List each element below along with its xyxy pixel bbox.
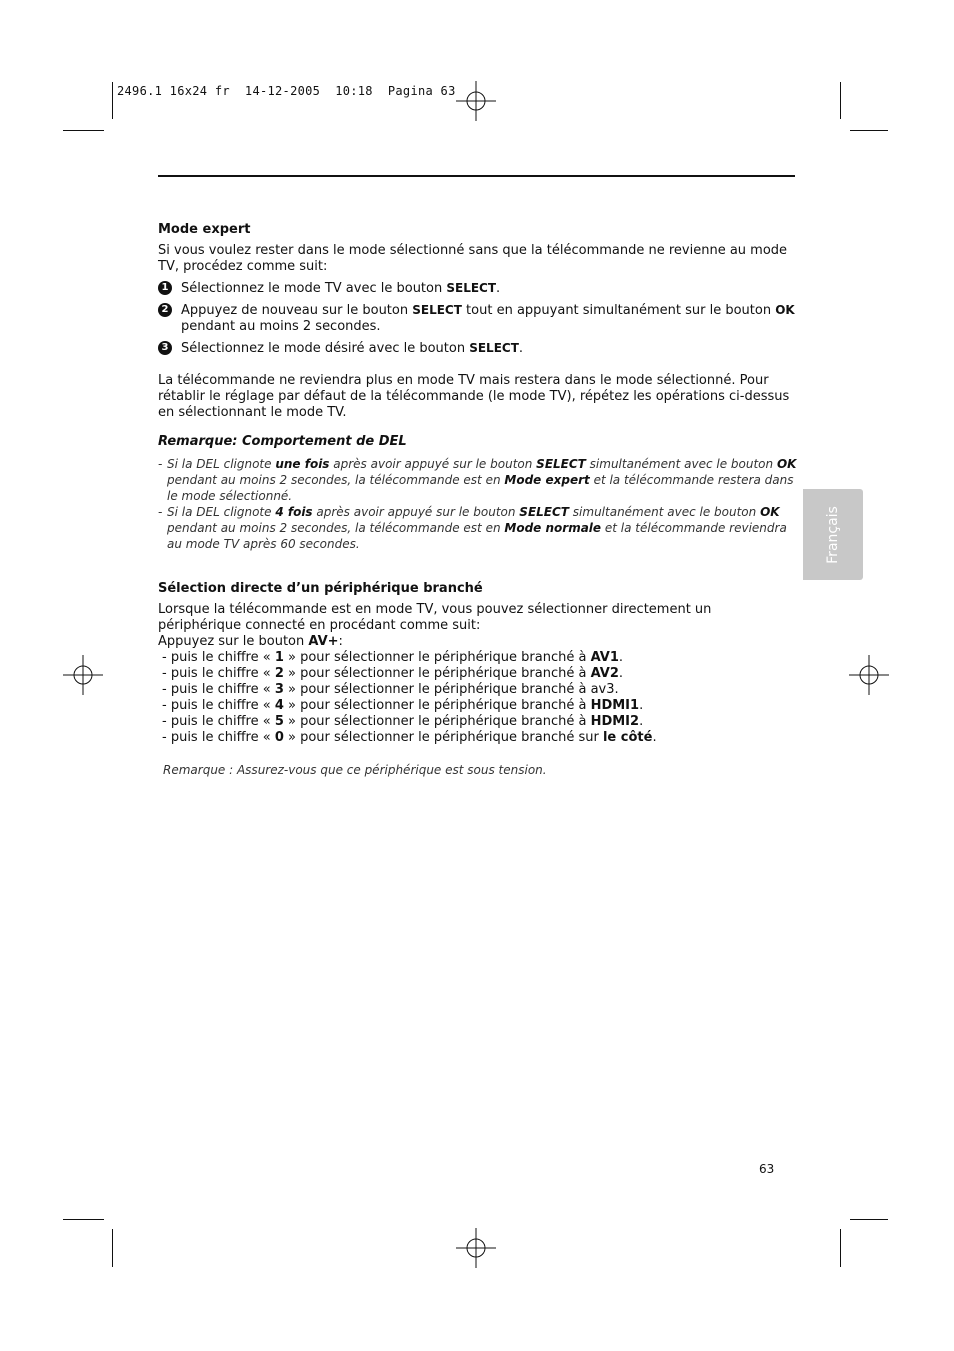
direct-selection-intro: Lorsque la télécommande est en mode TV, vous pouvez sélectionner directement un périphérique connecté en procédant comme suit: — [158, 602, 712, 633]
language-tab — [803, 489, 863, 580]
language-tab-label: Français — [825, 505, 841, 564]
crop-mark — [63, 130, 104, 131]
step-item: 3 Sélectionnez le mode désiré avec le bouton SELECT. — [158, 340, 798, 357]
step-list — [158, 280, 798, 357]
section-title-mode-expert: Mode expert — [158, 222, 251, 237]
print-slug: 2496.1 16x24 fr 14-12-2005 10:18 Pagina 63 — [117, 84, 456, 98]
header-rule — [158, 175, 795, 177]
mode-expert-intro: Si vous voulez rester dans le mode sélectionné sans que la télécommande ne revienne au mode TV, procédez comme suit: — [158, 243, 788, 274]
device-choice: - puis le chiffre « 0 » pour sélectionner le périphérique branché sur le côté. — [162, 730, 657, 745]
crop-mark — [112, 82, 113, 119]
power-note: Remarque : Assurez-vous que ce périphérique est sous tension. — [163, 763, 547, 777]
remark-note: - Si la DEL clignote 4 fois après avoir appuyé sur le bouton SELECT simultanément avec le bouton OK pendant au moins 2 secondes, la télécommande est en Mode normale et la télécommande reviendra au mode TV après 60 secondes. — [158, 504, 798, 552]
registration-mark-icon — [63, 655, 103, 695]
remark-notes — [158, 456, 798, 552]
crop-mark — [112, 1229, 113, 1267]
step-number: 1 — [158, 281, 172, 295]
step-number: 3 — [158, 341, 172, 355]
crop-mark — [63, 1219, 104, 1220]
device-choice: - puis le chiffre « 5 » pour sélectionner le périphérique branché à HDMI2. — [162, 714, 644, 729]
crop-mark — [840, 82, 841, 119]
main-content — [158, 222, 798, 778]
registration-mark-icon — [456, 81, 496, 121]
device-choice-list — [158, 650, 798, 746]
step-item: 2 Appuyez de nouveau sur le bouton SELECT tout en appuyant simultanément sur le bouton OK pendant au moins 2 secondes. — [158, 302, 798, 335]
crop-mark — [850, 1219, 888, 1220]
step-item: 1 Sélectionnez le mode TV avec le bouton SELECT. — [158, 280, 798, 297]
device-choice: - puis le chiffre « 2 » pour sélectionner le périphérique branché à AV2. — [162, 666, 624, 681]
remark-note: - Si la DEL clignote une fois après avoir appuyé sur le bouton SELECT simultanément avec le bouton OK pendant au moins 2 secondes, la télécommande est en Mode expert et la télécommande restera dans le mode sélectionné. — [158, 456, 798, 504]
remark-title: Remarque: Comportement de DEL — [158, 434, 407, 449]
press-instruction: Appuyez sur le bouton AV+: — [158, 634, 343, 649]
device-choice: - puis le chiffre « 1 » pour sélectionner le périphérique branché à AV1. — [162, 650, 624, 665]
registration-mark-icon — [849, 655, 889, 695]
step-number: 2 — [158, 303, 172, 317]
device-choice: - puis le chiffre « 4 » pour sélectionner le périphérique branché à HDMI1. — [162, 698, 644, 713]
device-choice: - puis le chiffre « 3 » pour sélectionner le périphérique branché à av3. — [162, 682, 619, 697]
section-title-direct-selection: Sélection directe d’un périphérique branché — [158, 581, 483, 596]
registration-mark-icon — [456, 1228, 496, 1268]
mode-expert-paragraph: La télécommande ne reviendra plus en mode TV mais restera dans le mode sélectionné. Pour rétablir le réglage par défaut de la télécommande (le mode TV), répétez les opérations ci-dessus en sélectionnant le mode TV. — [158, 373, 790, 420]
crop-mark — [840, 1229, 841, 1267]
crop-mark — [850, 130, 888, 131]
page-number: 63 — [759, 1162, 775, 1176]
